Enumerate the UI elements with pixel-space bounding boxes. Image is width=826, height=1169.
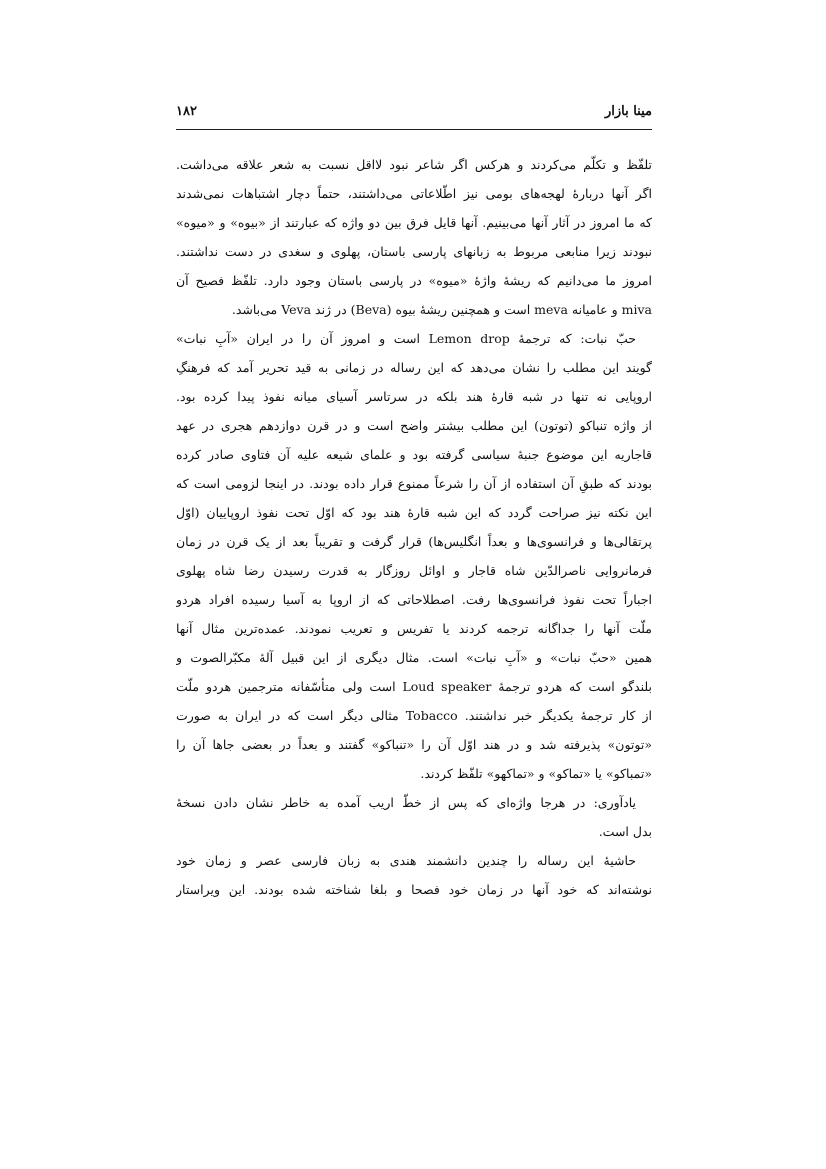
text-line: تلفّظ و تکلّم می‌کردند و هرکس اگر شاعر نبود لااقل نسبت به شعر علاقه می‌داشت. — [176, 157, 652, 172]
text-line: اجباراً تحت نفوذ فرانسوی‌ها رفت. اصطلاحاتی که از اروپا به آسیا رسیده افراد هردو — [176, 592, 652, 607]
text-line: قاجاریه این موضوع جنبهٔ سیاسی گرفته بود و علمای شیعه علیه آن فتاوی صادر کرده — [176, 447, 652, 462]
text-line: «توتون» پذیرفته شد و در هند اوّل آن را «تنباکو» گفتند و بعداً در بعضی جاها آن را — [176, 737, 652, 752]
text-line: اروپایی نه تنها در شبه قارهٔ هند بلکه در سرتاسر آسیای میانه نفوذ پیدا کرده بود. — [176, 389, 652, 404]
text-line: بودند که طبقِ آن استفاده از آن را شرعاً ممنوع قرار داده بودند. در اینجا لزومی است که — [176, 476, 652, 491]
text-line: miva و عامیانه meva است و همچنین ریشهٔ بیوه (Beva) در ژند Veva می‌باشد. — [231, 302, 652, 317]
text-line: حبّ نبات: که ترجمهٔ Lemon drop است و امروز آن را در ایران «آبِ نبات» — [176, 331, 636, 346]
header-rule — [176, 129, 652, 130]
text-line: حاشیهٔ این رساله را چندین دانشمند هندی به زبان فارسی عصر و زمان خود — [176, 853, 636, 868]
text-line: از کار ترجمهٔ یکدیگر خبر نداشتند. Tobacco مثالی دیگر است که در ایران به صورت — [176, 708, 652, 723]
book-title: مینا بازار — [604, 104, 652, 119]
text-line: بدل است. — [598, 824, 652, 839]
text-line: که ما امروز در آثار آنها می‌بینیم. آنها قایل فرق بین دو واژه که عبارتند از «بیوه» و «میوه» — [176, 215, 652, 230]
text-line: از واژه تنباکو (توتون) این مطلب بیشتر واضح است و در قرن دوازدهم هجری در عهد — [176, 418, 652, 433]
text-line: بلندگو است که هردو ترجمهٔ Loud speaker است ولی متأسّفانه مترجمین هردو ملّت — [176, 679, 652, 694]
text-line: اگر آنها دربارهٔ لهجه‌های بومی نیز اطّلاعاتی می‌داشتند، حتماً دچار اشتباهات نمی‌شدند — [176, 186, 652, 201]
text-line: نبودند زیرا منابعی مربوط به زبانهای پارسی باستان، پهلوی و سغدی در دست نداشتند. — [176, 244, 652, 259]
running-header — [176, 104, 652, 124]
page-number: ۱۸۲ — [176, 104, 197, 119]
text-line: پرتقالی‌ها و فرانسوی‌ها و بعداً انگلیس‌ها) قرار گرفت و تقریباً بعد از یک قرن در زمان — [176, 534, 652, 549]
body-text — [176, 150, 652, 904]
text-line: یادآوری: در هرجا واژه‌ای که پس از خطّ اریب آمده به خاطر نشان دادن نسخهٔ — [176, 795, 636, 810]
text-line: این نکته نیز صراحت گردد که این شبه قارهٔ هند بود که اوّل تحت نفوذ اروپاییان (اوّل — [176, 505, 652, 520]
text-line: امروز ما می‌دانیم که ریشهٔ واژهٔ «میوه» در پارسی باستان وجود دارد. تلفّظ فصیح آن — [176, 273, 652, 288]
text-line: فرمانروایی ناصرالدّین شاه قاجار و اوائل روزگار به قدرت رسیدن رضا شاه پهلوی — [176, 563, 652, 578]
text-line: ملّت آنها را جداگانه ترجمه کردند یا تفریس و تعریب نمودند. عمده‌ترین مثال آنها — [176, 621, 652, 636]
text-line: گویند این مطلب را نشان می‌دهد که این رساله در زمانی به قید تحریر آمد که فرهنگِ — [176, 360, 652, 375]
text-line: همین «حبّ نبات» و «آبِ نبات» است. مثال دیگری از این قبیل آلهٔ مکبّرالصوت و — [176, 650, 652, 665]
text-line: «تمباکو» یا «تماکو» و «تماکهو» تلفّظ کردند. — [420, 766, 652, 781]
text-line: نوشته‌اند که خود آنها در زمان خود فصحا و بلغا شناخته شده بودند. این ویراستار — [176, 882, 652, 897]
